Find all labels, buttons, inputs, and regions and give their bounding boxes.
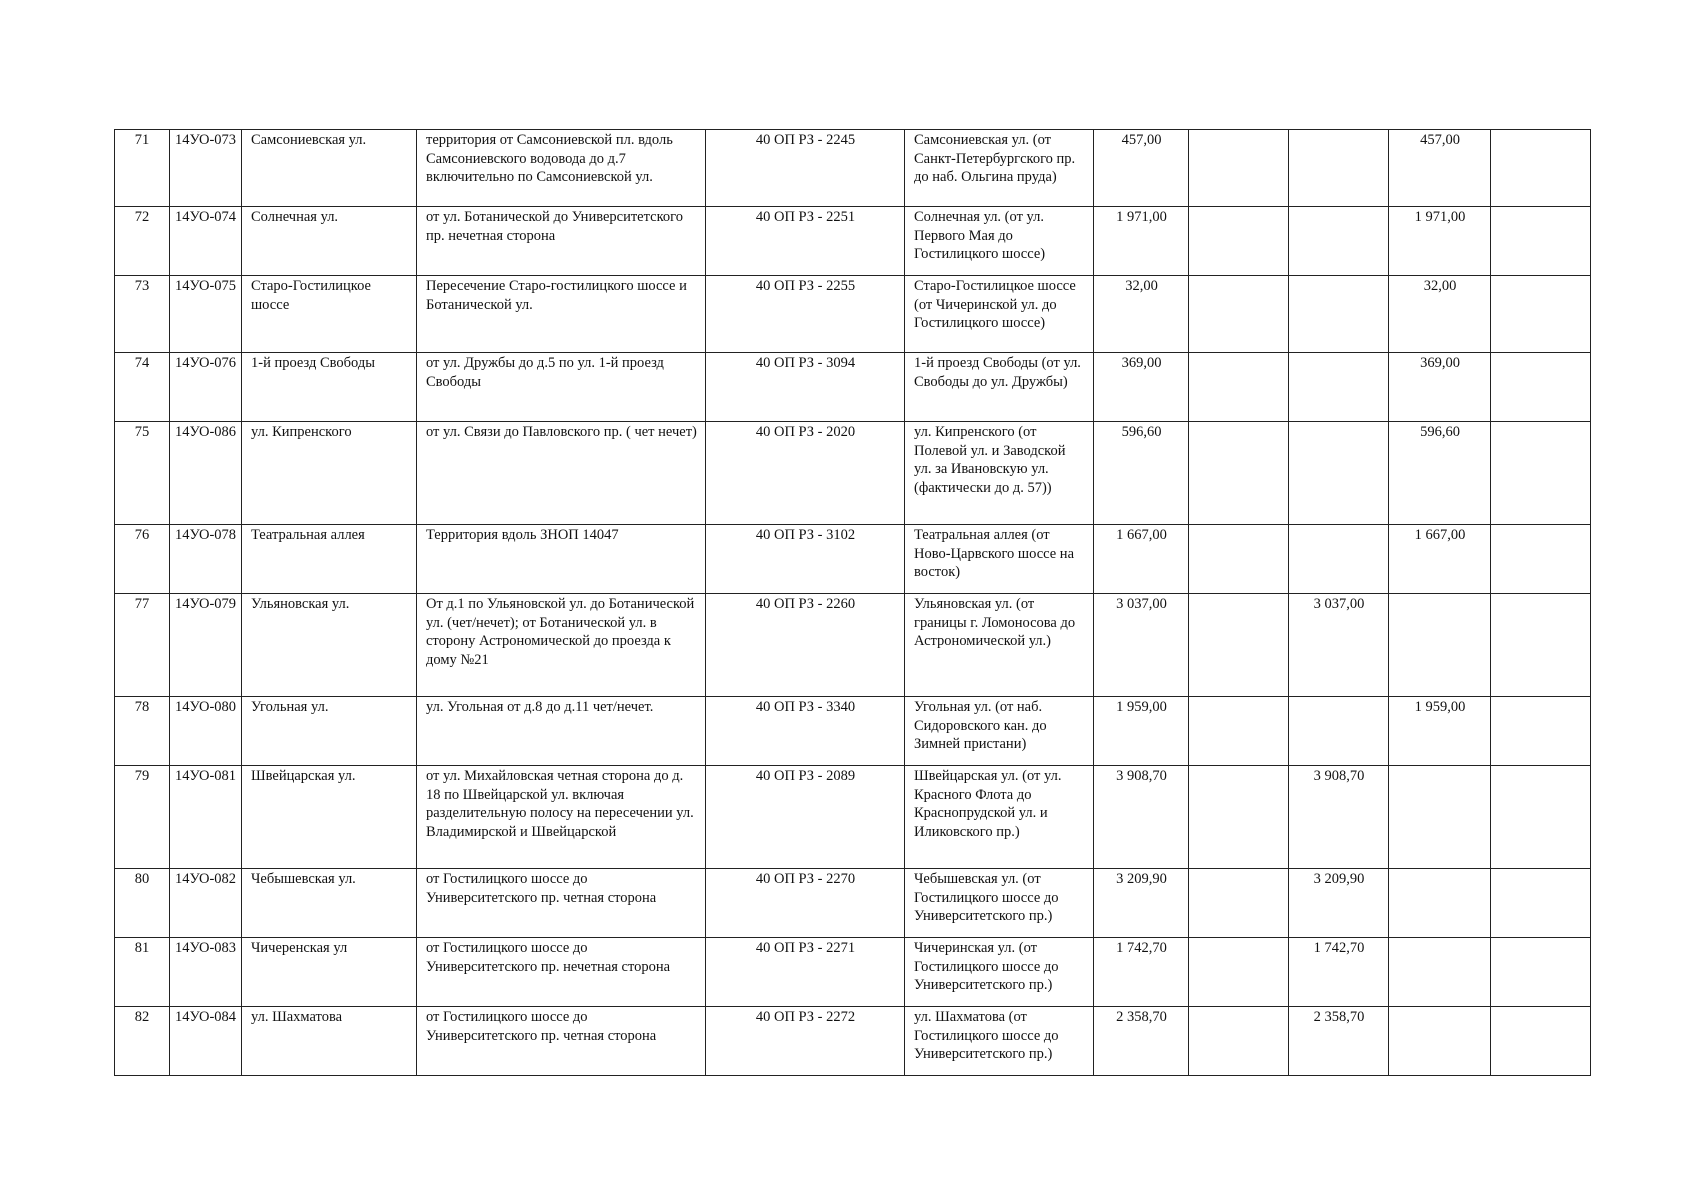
area-value: 3 908,70 xyxy=(1094,766,1189,869)
registry-number: 40 ОП РЗ - 2260 xyxy=(706,594,905,697)
category-d-value xyxy=(1491,766,1591,869)
category-b-value: 3 209,90 xyxy=(1289,869,1389,938)
road-description: Чебышевская ул. (от Гостилицкого шоссе до Университетского пр.) xyxy=(905,869,1094,938)
category-d-value xyxy=(1491,697,1591,766)
category-a-value xyxy=(1189,525,1289,594)
row-number: 77 xyxy=(115,594,170,697)
category-d-value xyxy=(1491,869,1591,938)
territory-description: от ул. Ботанической до Университетского пр. нечетная сторона xyxy=(417,207,706,276)
registry-number: 40 ОП РЗ - 3340 xyxy=(706,697,905,766)
row-number: 82 xyxy=(115,1007,170,1076)
category-b-value xyxy=(1289,422,1389,525)
category-d-value xyxy=(1491,207,1591,276)
category-c-value: 1 971,00 xyxy=(1389,207,1491,276)
category-a-value xyxy=(1189,594,1289,697)
category-d-value xyxy=(1491,1007,1591,1076)
table-row xyxy=(115,594,1591,697)
object-code: 14УО-079 xyxy=(170,594,242,697)
area-value: 457,00 xyxy=(1094,130,1189,207)
territory-description: От д.1 по Ульяновской ул. до Ботанической ул. (чет/нечет); от Ботанической ул. в сторону Астрономической до проезда к дому №21 xyxy=(417,594,706,697)
area-value: 1 959,00 xyxy=(1094,697,1189,766)
category-b-value xyxy=(1289,525,1389,594)
territory-description: от ул. Михайловская четная сторона до д. 18 по Швейцарской ул. включая разделительную полосу на пересечении ул. Владимирской и Швейцарской xyxy=(417,766,706,869)
object-code: 14УО-081 xyxy=(170,766,242,869)
area-value: 3 209,90 xyxy=(1094,869,1189,938)
table-body xyxy=(115,130,1591,1076)
category-b-value: 2 358,70 xyxy=(1289,1007,1389,1076)
category-a-value xyxy=(1189,353,1289,422)
category-a-value xyxy=(1189,1007,1289,1076)
object-code: 14УО-075 xyxy=(170,276,242,353)
area-value: 369,00 xyxy=(1094,353,1189,422)
category-c-value: 596,60 xyxy=(1389,422,1491,525)
territory-description: территория от Самсониевской пл. вдоль Самсониевского водовода до д.7 включительно по Самсониевской ул. xyxy=(417,130,706,207)
category-d-value xyxy=(1491,422,1591,525)
category-d-value xyxy=(1491,525,1591,594)
category-a-value xyxy=(1189,422,1289,525)
street-name: 1-й проезд Свободы xyxy=(242,353,417,422)
row-number: 73 xyxy=(115,276,170,353)
object-code: 14УО-080 xyxy=(170,697,242,766)
category-c-value: 457,00 xyxy=(1389,130,1491,207)
category-b-value xyxy=(1289,353,1389,422)
category-a-value xyxy=(1189,869,1289,938)
table-row xyxy=(115,697,1591,766)
category-d-value xyxy=(1491,130,1591,207)
area-value: 1 742,70 xyxy=(1094,938,1189,1007)
category-b-value xyxy=(1289,130,1389,207)
road-description: ул. Кипренского (от Полевой ул. и Заводской ул. за Ивановскую ул. (фактически до д. 57)) xyxy=(905,422,1094,525)
category-c-value xyxy=(1389,938,1491,1007)
table-row xyxy=(115,353,1591,422)
category-b-value: 3 908,70 xyxy=(1289,766,1389,869)
object-code: 14УО-082 xyxy=(170,869,242,938)
row-number: 80 xyxy=(115,869,170,938)
registry-number: 40 ОП РЗ - 2089 xyxy=(706,766,905,869)
territory-description: от Гостилицкого шоссе до Университетского пр. нечетная сторона xyxy=(417,938,706,1007)
table-row xyxy=(115,207,1591,276)
object-code: 14УО-084 xyxy=(170,1007,242,1076)
street-name: Солнечная ул. xyxy=(242,207,417,276)
category-b-value xyxy=(1289,697,1389,766)
registry-number: 40 ОП РЗ - 3094 xyxy=(706,353,905,422)
row-number: 78 xyxy=(115,697,170,766)
road-description: Швейцарская ул. (от ул. Красного Флота до Краснопрудской ул. и Иликовского пр.) xyxy=(905,766,1094,869)
registry-number: 40 ОП РЗ - 2251 xyxy=(706,207,905,276)
row-number: 71 xyxy=(115,130,170,207)
territory-description: от ул. Связи до Павловского пр. ( чет нечет) xyxy=(417,422,706,525)
row-number: 74 xyxy=(115,353,170,422)
road-description: Старо-Гостилицкое шоссе (от Чичеринской ул. до Гостилицкого шоссе) xyxy=(905,276,1094,353)
category-c-value: 1 667,00 xyxy=(1389,525,1491,594)
registry-number: 40 ОП РЗ - 3102 xyxy=(706,525,905,594)
row-number: 72 xyxy=(115,207,170,276)
road-description: Угольная ул. (от наб. Сидоровского кан. до Зимней пристани) xyxy=(905,697,1094,766)
table-row xyxy=(115,938,1591,1007)
category-c-value xyxy=(1389,594,1491,697)
category-c-value: 32,00 xyxy=(1389,276,1491,353)
category-a-value xyxy=(1189,766,1289,869)
street-name: Самсониевская ул. xyxy=(242,130,417,207)
street-name: Старо-Гостилицкое шоссе xyxy=(242,276,417,353)
territory-description: ул. Угольная от д.8 до д.11 чет/нечет. xyxy=(417,697,706,766)
category-c-value: 369,00 xyxy=(1389,353,1491,422)
category-a-value xyxy=(1189,130,1289,207)
category-b-value xyxy=(1289,276,1389,353)
street-name: Ульяновская ул. xyxy=(242,594,417,697)
registry-number: 40 ОП РЗ - 2020 xyxy=(706,422,905,525)
row-number: 75 xyxy=(115,422,170,525)
category-a-value xyxy=(1189,697,1289,766)
category-c-value: 1 959,00 xyxy=(1389,697,1491,766)
object-code: 14УО-076 xyxy=(170,353,242,422)
category-d-value xyxy=(1491,276,1591,353)
road-description: Чичеринская ул. (от Гостилицкого шоссе до Университетского пр.) xyxy=(905,938,1094,1007)
area-value: 32,00 xyxy=(1094,276,1189,353)
registry-number: 40 ОП РЗ - 2255 xyxy=(706,276,905,353)
street-name: Швейцарская ул. xyxy=(242,766,417,869)
table-row xyxy=(115,1007,1591,1076)
registry-number: 40 ОП РЗ - 2272 xyxy=(706,1007,905,1076)
object-code: 14УО-083 xyxy=(170,938,242,1007)
category-b-value: 1 742,70 xyxy=(1289,938,1389,1007)
area-value: 2 358,70 xyxy=(1094,1007,1189,1076)
road-description: 1-й проезд Свободы (от ул. Свободы до ул. Дружбы) xyxy=(905,353,1094,422)
territory-description: от Гостилицкого шоссе до Университетского пр. четная сторона xyxy=(417,869,706,938)
street-name: Чебышевская ул. xyxy=(242,869,417,938)
category-c-value xyxy=(1389,766,1491,869)
area-value: 596,60 xyxy=(1094,422,1189,525)
category-a-value xyxy=(1189,207,1289,276)
category-d-value xyxy=(1491,938,1591,1007)
area-value: 1 971,00 xyxy=(1094,207,1189,276)
row-number: 79 xyxy=(115,766,170,869)
territory-description: от Гостилицкого шоссе до Университетского пр. четная сторона xyxy=(417,1007,706,1076)
table-row xyxy=(115,869,1591,938)
category-b-value: 3 037,00 xyxy=(1289,594,1389,697)
table-row xyxy=(115,766,1591,869)
registry-number: 40 ОП РЗ - 2270 xyxy=(706,869,905,938)
street-name: Чичеренская ул xyxy=(242,938,417,1007)
object-code: 14УО-073 xyxy=(170,130,242,207)
object-code: 14УО-074 xyxy=(170,207,242,276)
table-row xyxy=(115,130,1591,207)
road-description: Солнечная ул. (от ул. Первого Мая до Гостилицкого шоссе) xyxy=(905,207,1094,276)
road-description: Театральная аллея (от Ново-Царвского шоссе на восток) xyxy=(905,525,1094,594)
category-d-value xyxy=(1491,353,1591,422)
territory-description: Пересечение Старо-гостилицкого шоссе и Ботанической ул. xyxy=(417,276,706,353)
territory-description: Территория вдоль ЗНОП 14047 xyxy=(417,525,706,594)
table-row xyxy=(115,525,1591,594)
table-row xyxy=(115,422,1591,525)
street-name: Театральная аллея xyxy=(242,525,417,594)
registry-number: 40 ОП РЗ - 2245 xyxy=(706,130,905,207)
row-number: 76 xyxy=(115,525,170,594)
street-name: Угольная ул. xyxy=(242,697,417,766)
category-d-value xyxy=(1491,594,1591,697)
street-name: ул. Кипренского xyxy=(242,422,417,525)
data-table xyxy=(114,129,1591,1076)
category-c-value xyxy=(1389,869,1491,938)
street-name: ул. Шахматова xyxy=(242,1007,417,1076)
category-c-value xyxy=(1389,1007,1491,1076)
object-code: 14УО-086 xyxy=(170,422,242,525)
area-value: 1 667,00 xyxy=(1094,525,1189,594)
object-code: 14УО-078 xyxy=(170,525,242,594)
category-b-value xyxy=(1289,207,1389,276)
row-number: 81 xyxy=(115,938,170,1007)
road-description: Самсониевская ул. (от Санкт-Петербургского пр. до наб. Ольгина пруда) xyxy=(905,130,1094,207)
area-value: 3 037,00 xyxy=(1094,594,1189,697)
registry-number: 40 ОП РЗ - 2271 xyxy=(706,938,905,1007)
table-row xyxy=(115,276,1591,353)
road-description: ул. Шахматова (от Гостилицкого шоссе до Университетского пр.) xyxy=(905,1007,1094,1076)
road-description: Ульяновская ул. (от границы г. Ломоносова до Астрономической ул.) xyxy=(905,594,1094,697)
category-a-value xyxy=(1189,938,1289,1007)
category-a-value xyxy=(1189,276,1289,353)
territory-description: от ул. Дружбы до д.5 по ул. 1-й проезд Свободы xyxy=(417,353,706,422)
